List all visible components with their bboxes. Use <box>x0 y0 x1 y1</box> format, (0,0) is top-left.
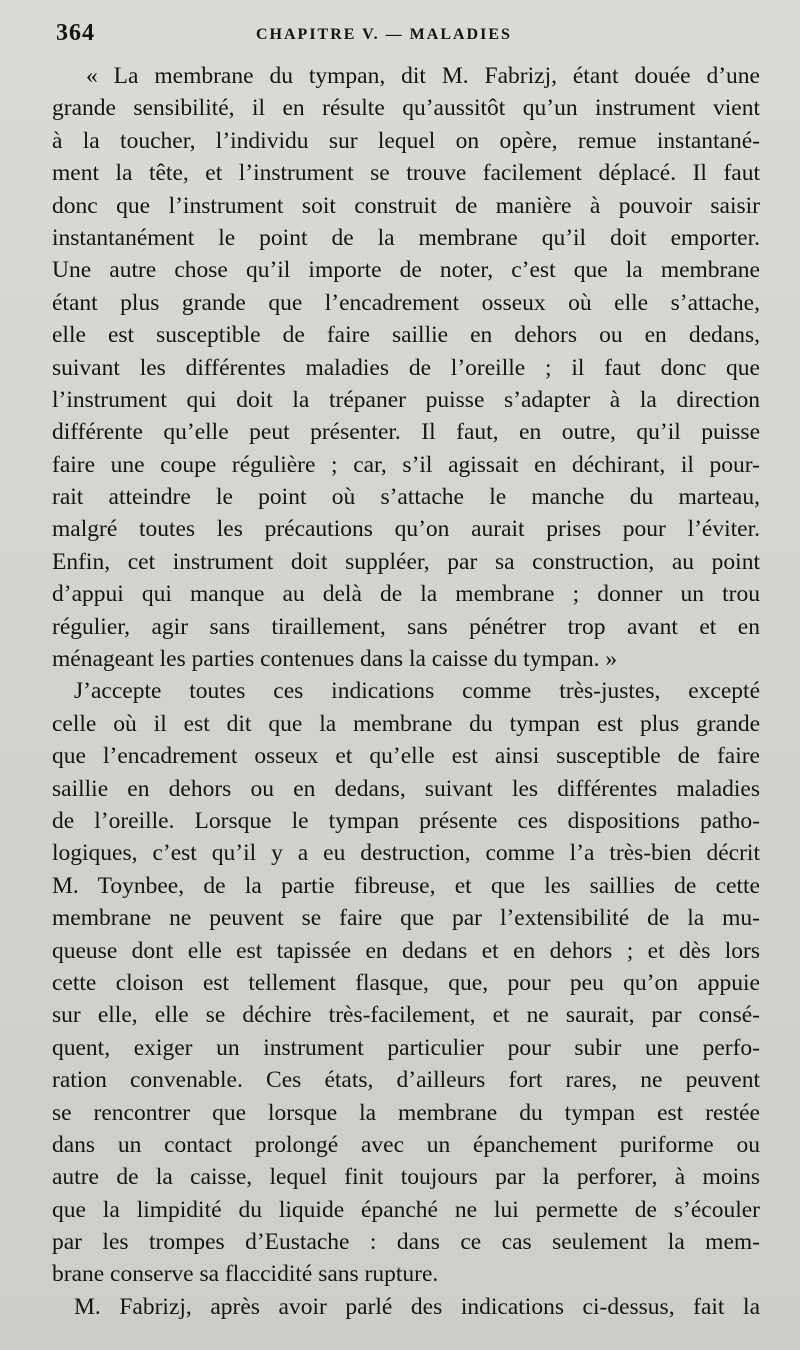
text-line: à la toucher, l’individu sur lequel on opère, remue instantané- <box>52 127 760 154</box>
page-header <box>56 20 760 52</box>
text-line: malgré toutes les précautions qu’on aurait prises pour l’éviter. <box>52 516 760 543</box>
text-line: ménageant les parties contenues dans la caisse du tympan. » <box>52 646 618 673</box>
text-line: instantanément le point de la membrane qu’il doit emporter. <box>52 224 760 251</box>
text-line: celle où il est dit que la membrane du tympan est plus grande <box>52 710 760 737</box>
text-line: Une autre chose qu’il importe de noter, c’est que la membrane <box>52 257 760 284</box>
text-line: ment la tête, et l’instrument se trouve facilement déplacé. Il faut <box>52 160 760 187</box>
text-line: M. Toynbee, de la partie fibreuse, et que les saillies de cette <box>52 872 760 899</box>
running-head: CHAPITRE V. — MALADIES <box>256 26 512 43</box>
text-line: donc que l’instrument soit construit de manière à pouvoir saisir <box>52 192 760 219</box>
text-line: J’accepte toutes ces indications comme très-justes, excepté <box>74 678 760 705</box>
text-line: rait atteindre le point où s’attache le manche du marteau, <box>52 484 760 511</box>
text-line: grande sensibilité, il en résulte qu’aussitôt qu’un instrument vient <box>52 95 760 122</box>
text-line: saillie en dehors ou en dedans, suivant les différentes maladies <box>52 775 760 802</box>
page-number: 364 <box>56 20 95 46</box>
text-line: elle est susceptible de faire saillie en dehors ou en dedans, <box>52 322 760 349</box>
text-line: queuse dont elle est tapissée en dedans et en dehors ; et dès lors <box>52 937 760 964</box>
text-line: membrane ne peuvent se faire que par l’extensibilité de la mu- <box>52 905 760 932</box>
text-line: cette cloison est tellement flasque, que, pour peu qu’on appuie <box>52 969 760 996</box>
text-line: d’appui qui manque au delà de la membrane ; donner un trou <box>52 581 760 608</box>
text-line: ration convenable. Ces états, d’ailleurs fort rares, ne peuvent <box>52 1067 760 1094</box>
body-text <box>52 60 760 1323</box>
text-line: dans un contact prolongé avec un épanchement puriforme ou <box>52 1131 760 1158</box>
text-line: sur elle, elle se déchire très-facilement, et ne saurait, par consé- <box>52 1002 760 1029</box>
text-line: que l’encadrement osseux et qu’elle est ainsi susceptible de faire <box>52 743 760 770</box>
text-line: suivant les différentes maladies de l’oreille ; il faut donc que <box>52 354 760 381</box>
text-line: brane conserve sa flaccidité sans rupture. <box>52 1261 439 1288</box>
text-line: différente qu’elle peut présenter. Il faut, en outre, qu’il puisse <box>52 419 760 446</box>
text-line: l’instrument qui doit la trépaner puisse s’adapter à la direction <box>52 386 760 413</box>
text-line: logiques, c’est qu’il y a eu destruction, comme l’a très-bien décrit <box>52 840 760 867</box>
text-line: Enfin, cet instrument doit suppléer, par sa construction, au point <box>52 548 760 575</box>
text-line: quent, exiger un instrument particulier pour subir une perfo- <box>52 1034 760 1061</box>
text-line: faire une coupe régulière ; car, s’il agissait en déchirant, il pour- <box>52 451 760 478</box>
text-line: que la limpidité du liquide épanché ne lui permette de s’écouler <box>52 1196 760 1223</box>
text-line: de l’oreille. Lorsque le tympan présente ces dispositions patho- <box>52 807 760 834</box>
text-line: étant plus grande que l’encadrement osseux où elle s’attache, <box>52 289 760 316</box>
text-line: régulier, agir sans tiraillement, sans pénétrer trop avant et en <box>52 613 760 640</box>
text-line: par les trompes d’Eustache : dans ce cas seulement la mem- <box>52 1229 760 1256</box>
text-line: « La membrane du tympan, dit M. Fabrizj, étant douée d’une <box>86 63 760 89</box>
text-line: M. Fabrizj, après avoir parlé des indications ci-dessus, fait la <box>74 1293 760 1320</box>
text-line: se rencontrer que lorsque la membrane du tympan est restée <box>52 1099 760 1126</box>
text-line: autre de la caisse, lequel finit toujours par la perforer, à moins <box>52 1164 760 1191</box>
